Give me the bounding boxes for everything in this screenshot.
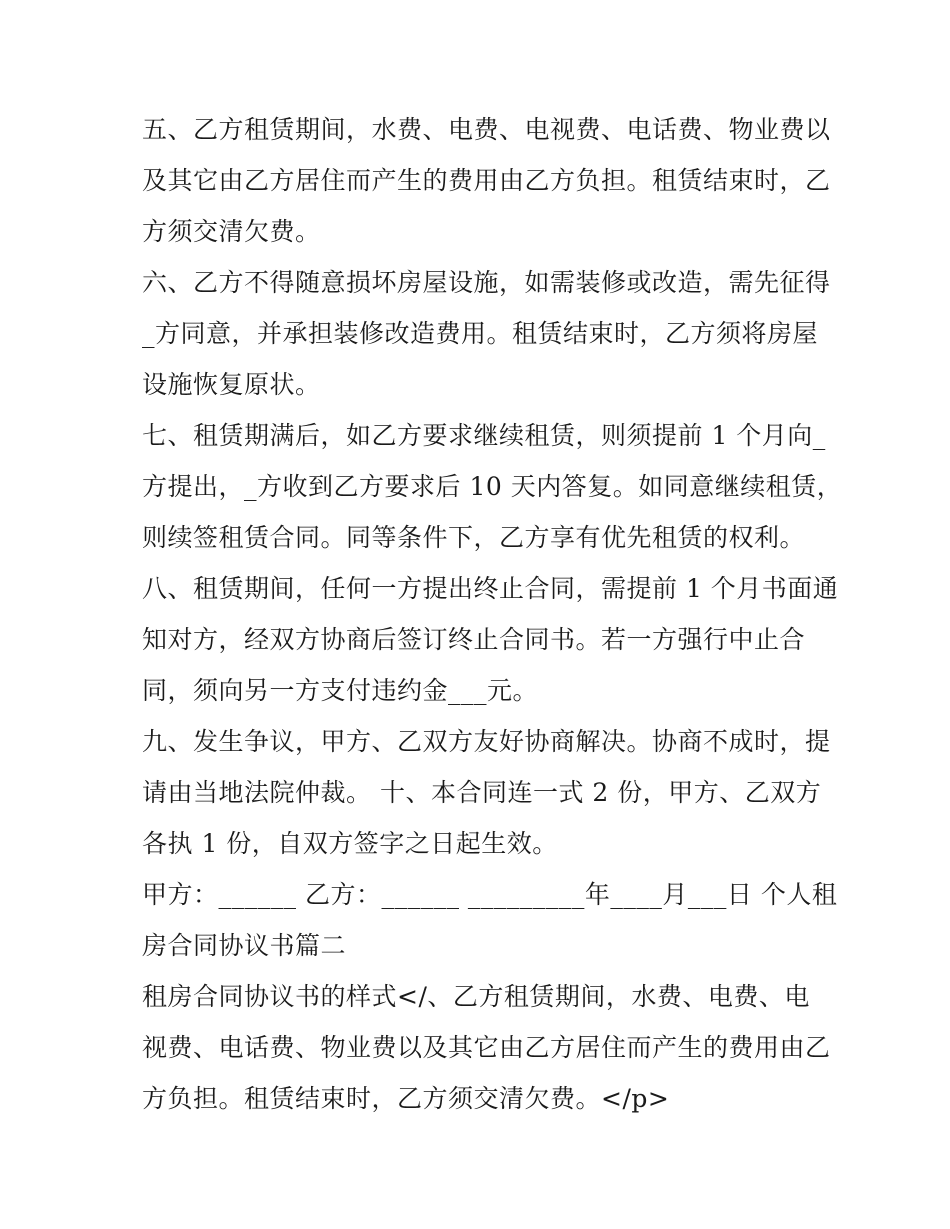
text-line: 五、乙方租赁期间，水费、电费、电视费、电话费、物业费以 [142,115,831,144]
text-line: _方同意，并承担装修改造费用。租赁结束时，乙方须将房屋 [142,319,819,348]
text-line: 同，须向另一方支付违约金___元。 [142,676,539,705]
text-line: 设施恢复原状。 [142,370,321,399]
text-line: 方负担。租赁结束时，乙方须交清欠费。</p> [142,1084,670,1113]
text-line: 请由当地法院仲裁。 十、本合同连一式 2 份，甲方、乙双方 [142,778,822,807]
text-line: 房合同协议书篇二 [142,931,347,960]
text-line: 知对方，经双方协商后签订终止合同书。若一方强行中止合 [142,625,806,654]
document-body [142,104,843,1124]
text-line: 视费、电话费、物业费以及其它由乙方居住而产生的费用由乙 [142,1033,831,1062]
text-line: 方须交清欠费。 [142,217,321,246]
text-line: 七、租赁期满后，如乙方要求继续租赁，则须提前 1 个月向_ [142,421,826,450]
text-line: 及其它由乙方居住而产生的费用由乙方负担。租赁结束时，乙 [142,166,831,195]
text-line: 甲方：______ 乙方：______ _________年____月___日 个人租 [142,880,838,909]
text-line: 方提出，_方收到乙方要求后 10 天内答复。如同意继续租赁， [142,472,843,501]
text-line: 则续签租赁合同。同等条件下，乙方享有优先租赁的权利。 [142,523,806,552]
text-line: 各执 1 份，自双方签字之日起生效。 [142,829,558,858]
text-line: 六、乙方不得随意损坏房屋设施，如需装修或改造，需先征得 [142,268,831,297]
text-line: 租房合同协议书的样式</、乙方租赁期间，水费、电费、电 [142,982,810,1011]
text-line: 八、租赁期间，任何一方提出终止合同，需提前 1 个月书面通 [142,574,839,603]
text-line: 九、发生争议，甲方、乙双方友好协商解决。协商不成时，提 [142,727,831,756]
